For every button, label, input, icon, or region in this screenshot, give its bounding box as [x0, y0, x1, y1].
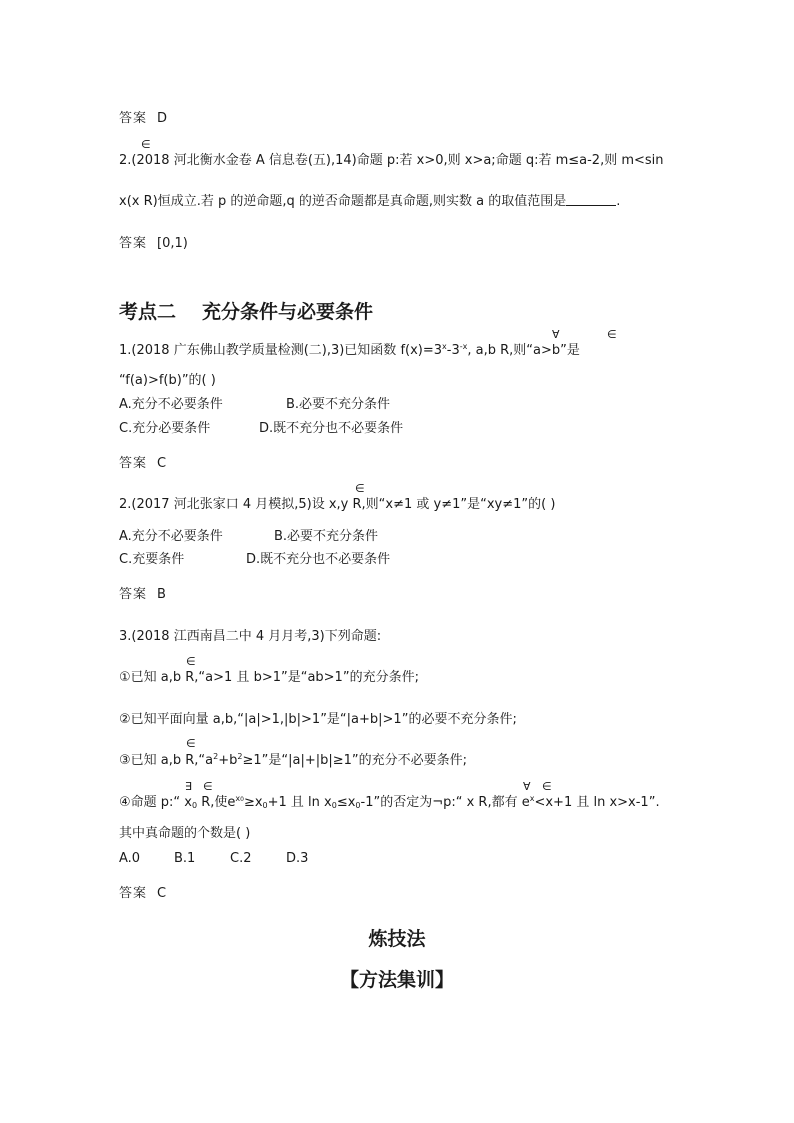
problem-1-text-b: -3: [446, 343, 460, 358]
answer-blank: [566, 193, 616, 206]
answer-value: [0,1): [157, 236, 188, 251]
option-a: A.0: [119, 851, 141, 866]
option-c: C.充分必要条件: [119, 421, 211, 436]
exponent: [235, 794, 244, 803]
problem-1-options-row2: [119, 421, 403, 437]
item4-text-a: ④命题 p:“ x: [119, 795, 192, 810]
option-d: D.既不充分也不必要条件: [246, 552, 391, 567]
exponent: x: [529, 794, 535, 803]
element-of-symbol: ∈: [355, 482, 365, 495]
problem-3-item1: ①已知 a,b R,“a>1 且 b>1”是“ab>1”的充分条件;: [119, 670, 419, 685]
answer-value: C: [157, 886, 167, 901]
answer-label: 答案: [119, 886, 148, 901]
option-d: D.既不充分也不必要条件: [259, 421, 404, 436]
problem-3-item2: ②已知平面向量 a,b,“|a|>1,|b|>1”是“|a+b|>1”的必要不充分条件;: [119, 712, 517, 727]
answer-value: D: [157, 111, 168, 126]
answer-value: B: [157, 587, 166, 602]
subscript: 0: [355, 801, 361, 810]
forall-symbol: ∀: [552, 328, 560, 341]
element-of-symbol: ∈: [186, 655, 196, 668]
exponent: -x: [459, 342, 468, 351]
exponent-var: x: [235, 794, 241, 803]
problem-2-options-row2: [119, 552, 390, 568]
answer-value: C: [157, 456, 167, 471]
problem-1-text-c: , a,b R,则“a>b”是: [467, 343, 580, 358]
element-of-symbol: ∈: [203, 780, 213, 793]
answer-label: 答案: [119, 111, 148, 126]
answer-line: [119, 456, 166, 472]
answer-label: 答案: [119, 236, 148, 251]
problem-3-line1: 3.(2018 江西南昌二中 4 月月考,3)下列命题:: [119, 629, 382, 644]
option-d: D.3: [286, 851, 309, 866]
problem-3-item3: [119, 753, 467, 769]
option-b: B.1: [174, 851, 196, 866]
option-a: A.充分不必要条件: [119, 397, 223, 412]
problem-1-options-row1: [119, 397, 390, 413]
problem-3-question: 其中真命题的个数是( ): [119, 826, 251, 841]
answer-label: 答案: [119, 456, 148, 471]
item3-text-b: +b: [218, 753, 238, 768]
item4-text-g: <x+1 且 ln x>x-1”.: [534, 795, 660, 810]
question-2-period: .: [616, 194, 621, 209]
item4-text-b: R,使e: [197, 795, 236, 810]
heading-method-training: 【方法集训】: [339, 969, 454, 991]
section-name: 充分条件与必要条件: [202, 301, 374, 323]
heading-practice-techniques: 炼技法: [368, 928, 426, 950]
element-of-symbol: ∈: [186, 737, 196, 750]
option-c: C.2: [230, 851, 252, 866]
answer-line: [119, 587, 166, 603]
problem-1-text-a: 1.(2018 广东佛山教学质量检测(二),3)已知函数 f(x)=3: [119, 343, 443, 358]
item4-text-e: ≤x: [336, 795, 356, 810]
subscript: 0: [262, 801, 268, 810]
problem-3-options: [119, 851, 308, 867]
item3-text-a: ③已知 a,b R,“a: [119, 753, 214, 768]
problem-1-line1: [119, 343, 580, 359]
question-2-line1: 2.(2018 河北衡水金卷 A 信息卷(五),14)命题 p:若 x>0,则 x>a;命题 q:若 m≤a-2,则 m<sin: [119, 153, 664, 168]
item4-text-d: +1 且 ln x: [267, 795, 332, 810]
exponent: 2: [237, 752, 243, 761]
exponent: 2: [213, 752, 219, 761]
forall-symbol: ∀: [523, 780, 531, 793]
answer-line: [119, 236, 188, 252]
answer-line: [119, 111, 167, 127]
element-of-symbol: ∈: [141, 138, 151, 151]
answer-line: [119, 886, 166, 902]
option-c: C.充要条件: [119, 552, 185, 567]
exponent: x: [442, 342, 447, 351]
problem-2-line1: 2.(2017 河北张家口 4 月模拟,5)设 x,y R,则“x≠1 或 y≠1”是“xy≠1”的( ): [119, 497, 556, 512]
answer-label: 答案: [119, 587, 148, 602]
element-of-symbol: ∈: [607, 328, 617, 341]
option-a: A.充分不必要条件: [119, 529, 223, 544]
section-title: [119, 297, 373, 324]
exists-symbol: ∃: [185, 780, 192, 793]
question-2-line2: [119, 193, 620, 210]
subscript: 0: [191, 801, 198, 810]
item4-text-f: -1”的否定为¬p:“ x R,都有 e: [360, 795, 530, 810]
item4-text-c: ≥x: [243, 795, 263, 810]
problem-2-options-row1: [119, 529, 378, 545]
element-of-symbol: ∈: [542, 780, 552, 793]
subscript: 0: [331, 801, 337, 810]
item3-text-c: ≥1”是“|a|+|b|≥1”的充分不必要条件;: [242, 753, 468, 768]
problem-3-item4: [119, 795, 660, 811]
exponent-sub: 0: [240, 796, 244, 803]
section-number: 考点二: [119, 301, 177, 323]
question-2-text: x(x R)恒成立.若 p 的逆命题,q 的逆否命题都是真命题,则实数 a 的取值范围是: [119, 194, 567, 209]
option-b: B.必要不充分条件: [274, 529, 379, 544]
option-b: B.必要不充分条件: [286, 397, 391, 412]
problem-1-line2: “f(a)>f(b)”的( ): [119, 373, 216, 388]
